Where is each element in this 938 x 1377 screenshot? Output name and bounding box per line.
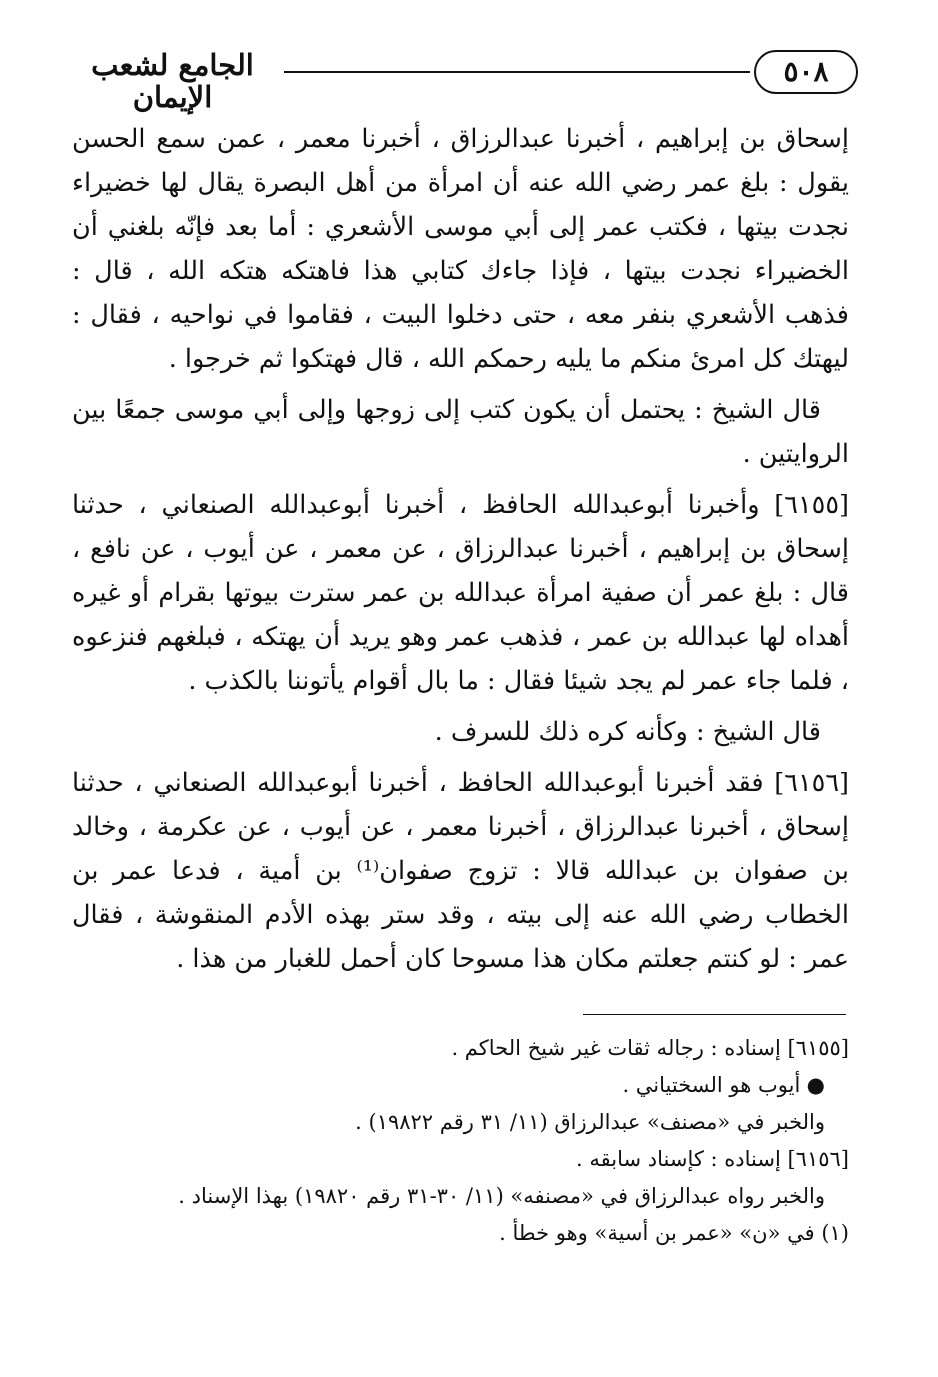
paragraph-hadith-6156: [٦١٥٦] فقد أخبرنا أبوعبدالله الحافظ ، أخبرنا أبوعبدالله الصنعاني ، حدثنا إسحاق ، أخبرنا عبدالرزاق ، أخبرنا معمر ، عن أيوب ، عن عكرمة ، وخالد بن صفوان بن عبدالله قالا : تزوج صفوان⁽¹⁾ بن أمية ، فدعا عمر بن الخطاب رضي الله عنه إلى بيته ، وقد ستر بهذه الأدم المنقوشة ، فقال عمر : لو كنتم جعلتم مكان هذا مسوحا كان أحمل للغبار من هذا . [72,768,849,974]
paragraph-hadith-continuation: إسحاق بن إبراهيم ، أخبرنا عبدالرزاق ، أخبرنا معمر ، عمن سمع الحسن يقول : بلغ عمر رضي الله عنه أن امرأة من أهل البصرة يقال لها خضيراء نجدت بيتها ، فكتب عمر إلى أبي موسى الأشعري : أما بعد فإنّه بلغني أن الخضيراء نجدت بيتها ، فإذا جاءك كتابي هذا فاهتكه هتكه الله ، قال : فذهب الأشعري بنفر معه ، حتى دخلوا البيت ، فقاموا في نواحيه ، فقال : ليهتك كل امرئ منكم ما يليه رحمكم الله ، قال فهتكوا ثم خرجوا . [72,124,849,374]
footnote-ayyub-text: أيوب هو السختياني . [622,1073,801,1097]
paragraph-hadith-6155: [٦١٥٥] وأخبرنا أبوعبدالله الحافظ ، أخبرنا أبوعبدالله الصنعاني ، حدثنا إسحاق بن إبراهيم ، أخبرنا عبدالرزاق ، عن معمر ، عن أيوب ، عن نافع ، قال : بلغ عمر أن صفية امرأة عبدالله بن عمر سترت بيوتها بقرام أو غيره أهداه لها عبدالله بن عمر ، فذهب عمر وهو يريد أن يهتكه ، فبلغهم فنزعوه ، فلما جاء عمر لم يجد شيئا فقال : ما بال أقوام يأتوننا بالكذب . [72,490,849,696]
footnote-musannaf-6155: والخبر في «مصنف» عبدالرزاق (١١/ ٣١ رقم ١٩٨٢٢) . [355,1110,825,1134]
footnotes [72,1030,849,1252]
header-rule [284,71,750,73]
running-title: الجامع لشعب الإيمان [91,48,254,114]
footnote-isnad-6156: [٦١٥٦] إسناده : كإسناد سابقه . [576,1147,849,1171]
footnote-manuscript-note: (١) في «ن» «عمر بن أسية» وهو خطأ . [499,1221,849,1245]
bullet-icon: ● [806,1073,825,1097]
paragraph-shaykh-comment-2: قال الشيخ : وكأنه كره ذلك للسرف . [434,717,821,747]
footnote-divider [583,1014,846,1015]
main-text [72,117,849,988]
page-header [70,38,870,114]
page-number: ٥٠٨ [754,50,858,94]
footnote-isnad-6155: [٦١٥٥] إسناده : رجاله ثقات غير شيخ الحاكم . [451,1036,849,1060]
footnote-ayyub [72,1067,849,1104]
paragraph-shaykh-comment: قال الشيخ : يحتمل أن يكون كتب إلى زوجها وإلى أبي موسى جمعًا بين الروايتين . [72,395,849,469]
footnote-musannaf-6156: والخبر رواه عبدالرزاق في «مصنفه» (١١/ ٣٠-٣١ رقم ١٩٨٢٠) بهذا الإسناد . [178,1184,825,1208]
